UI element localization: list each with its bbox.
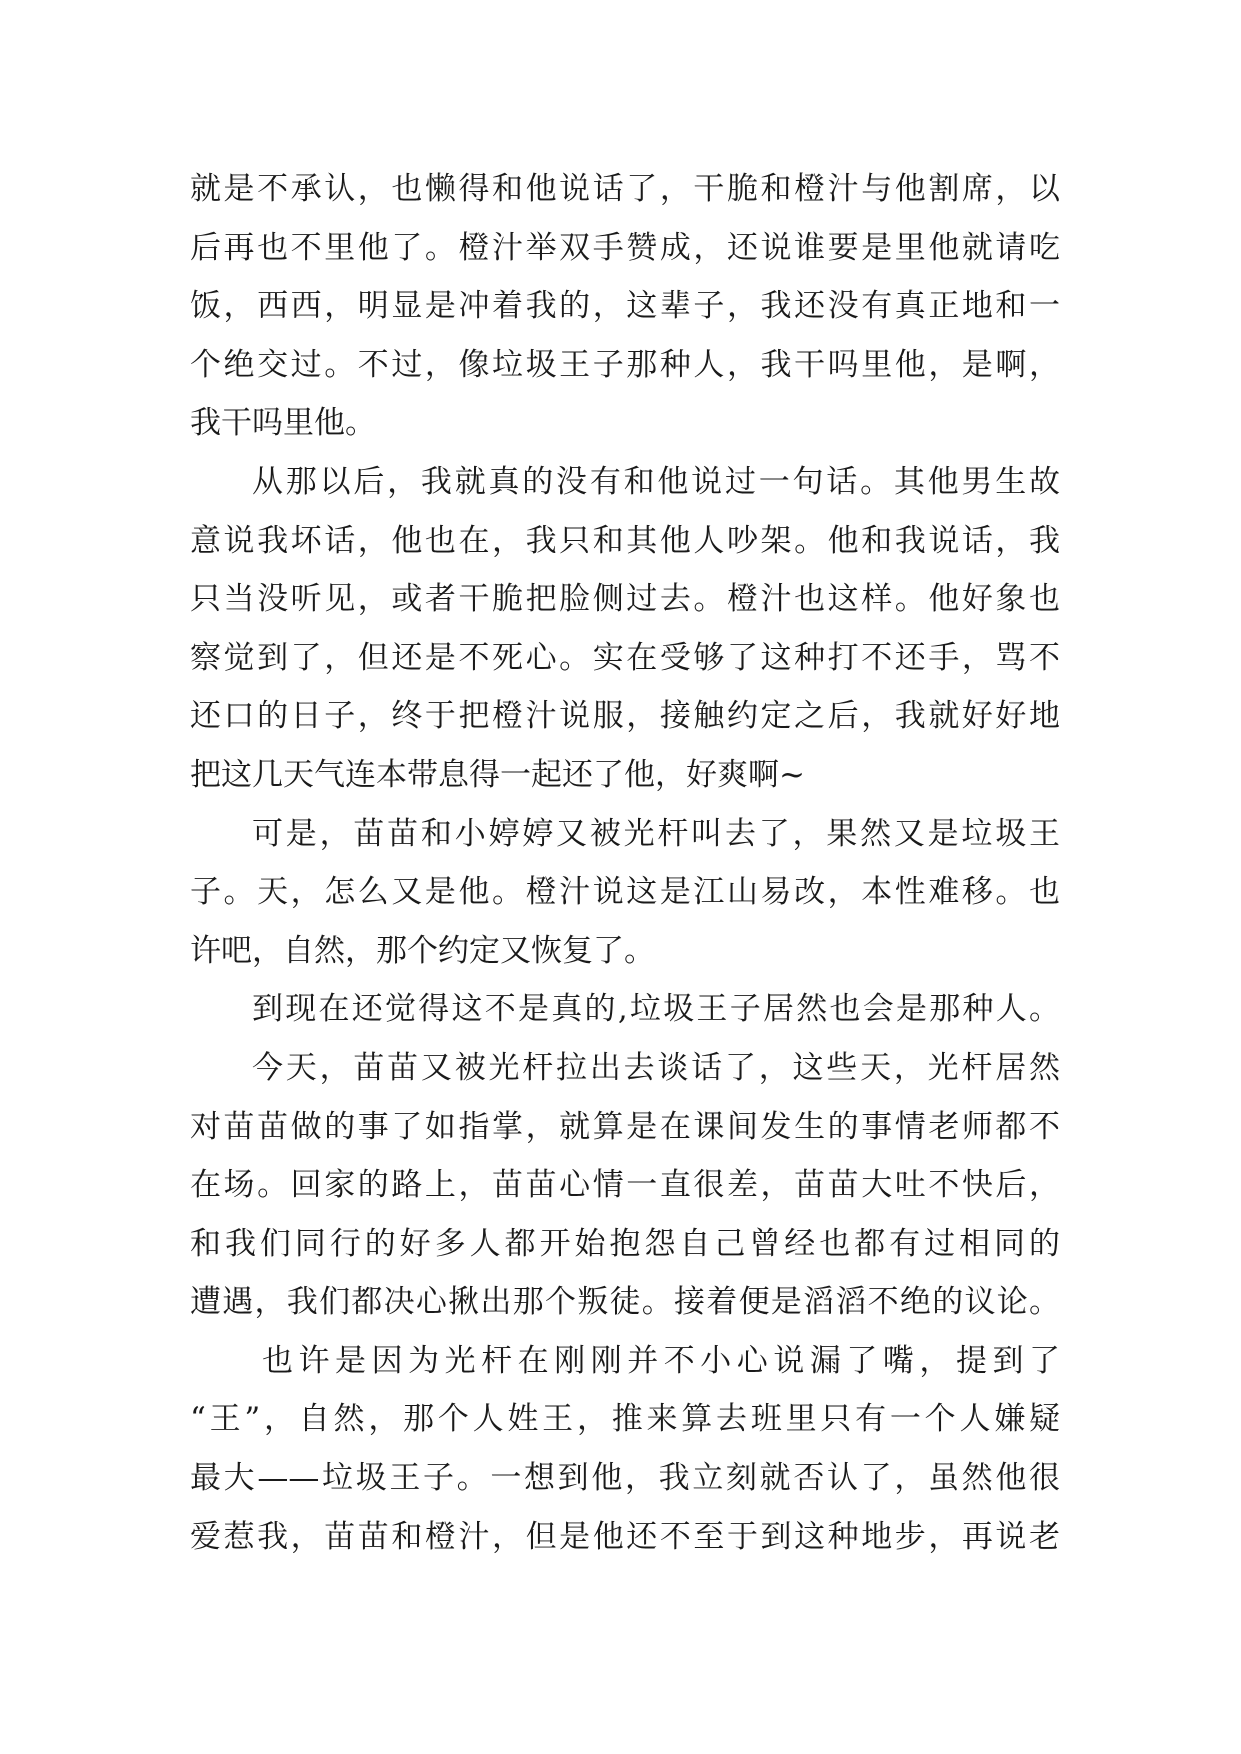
text-line: 就是不承认，也懒得和他说话了，干脆和橙汁与他割席，以 bbox=[190, 171, 1060, 207]
text-line: 到现在还觉得这不是真的,垃圾王子居然也会是那种人。 bbox=[252, 991, 1060, 1028]
text-line: 爱惹我，苗苗和橙汁，但是他还不至于到这种地步，再说老 bbox=[190, 1518, 1060, 1555]
text-line: 子。天，怎么又是他。橙汁说这是江山易改，本性难移。也 bbox=[190, 874, 1060, 911]
text-line: 把这几天气连本带息得一起还了他，好爽啊~ bbox=[190, 756, 805, 793]
text-line: 对苗苗做的事了如指掌，就算是在课间发生的事情老师都不 bbox=[190, 1108, 1060, 1145]
text-line: 最大——垃圾王子。一想到他，我立刻就否认了，虽然他很 bbox=[190, 1460, 1060, 1497]
text-line: 察觉到了，但还是不死心。实在受够了这种打不还手，骂不 bbox=[190, 639, 1060, 676]
text-line: 遭遇，我们都决心揪出那个叛徒。接着便是滔滔不绝的议论。 bbox=[190, 1284, 1060, 1321]
text-line: 饭，西西，明显是冲着我的，这辈子，我还没有真正地和一 bbox=[190, 288, 1060, 325]
text-line: 在场。回家的路上，苗苗心情一直很差，苗苗大吐不快后， bbox=[190, 1167, 1060, 1204]
text-line: 只当没听见，或者干脆把脸侧过去。橙汁也这样。他好象也 bbox=[190, 581, 1060, 618]
text-line: 今天，苗苗又被光杆拉出去谈话了，这些天，光杆居然 bbox=[252, 1049, 1060, 1086]
text-line: 后再也不里他了。橙汁举双手赞成，还说谁要是里他就请吃 bbox=[190, 229, 1060, 266]
text-line: 可是，苗苗和小婷婷又被光杆叫去了，果然又是垃圾王 bbox=[252, 815, 1060, 852]
text-line: 个绝交过。不过，像垃圾王子那种人，我干吗里他，是啊， bbox=[190, 346, 1060, 383]
text-line: 还口的日子，终于把橙汁说服，接触约定之后，我就好好地 bbox=[190, 698, 1060, 735]
text-line: “王”，自然，那个人姓王，推来算去班里只有一个人嫌疑 bbox=[190, 1401, 1060, 1438]
text-line: 也许是因为光杆在刚刚并不小心说漏了嘴，提到了 bbox=[262, 1342, 1060, 1379]
text-line: 许吧，自然，那个约定又恢复了。 bbox=[190, 932, 655, 969]
text-line: 从那以后，我就真的没有和他说过一句话。其他男生故 bbox=[252, 463, 1060, 500]
text-line: 和我们同行的好多人都开始抱怨自己曾经也都有过相同的 bbox=[190, 1225, 1060, 1262]
text-line: 我干吗里他。 bbox=[190, 405, 376, 442]
text-line: 意说我坏话，他也在，我只和其他人吵架。他和我说话，我 bbox=[190, 522, 1060, 559]
document-body bbox=[190, 160, 1060, 1566]
